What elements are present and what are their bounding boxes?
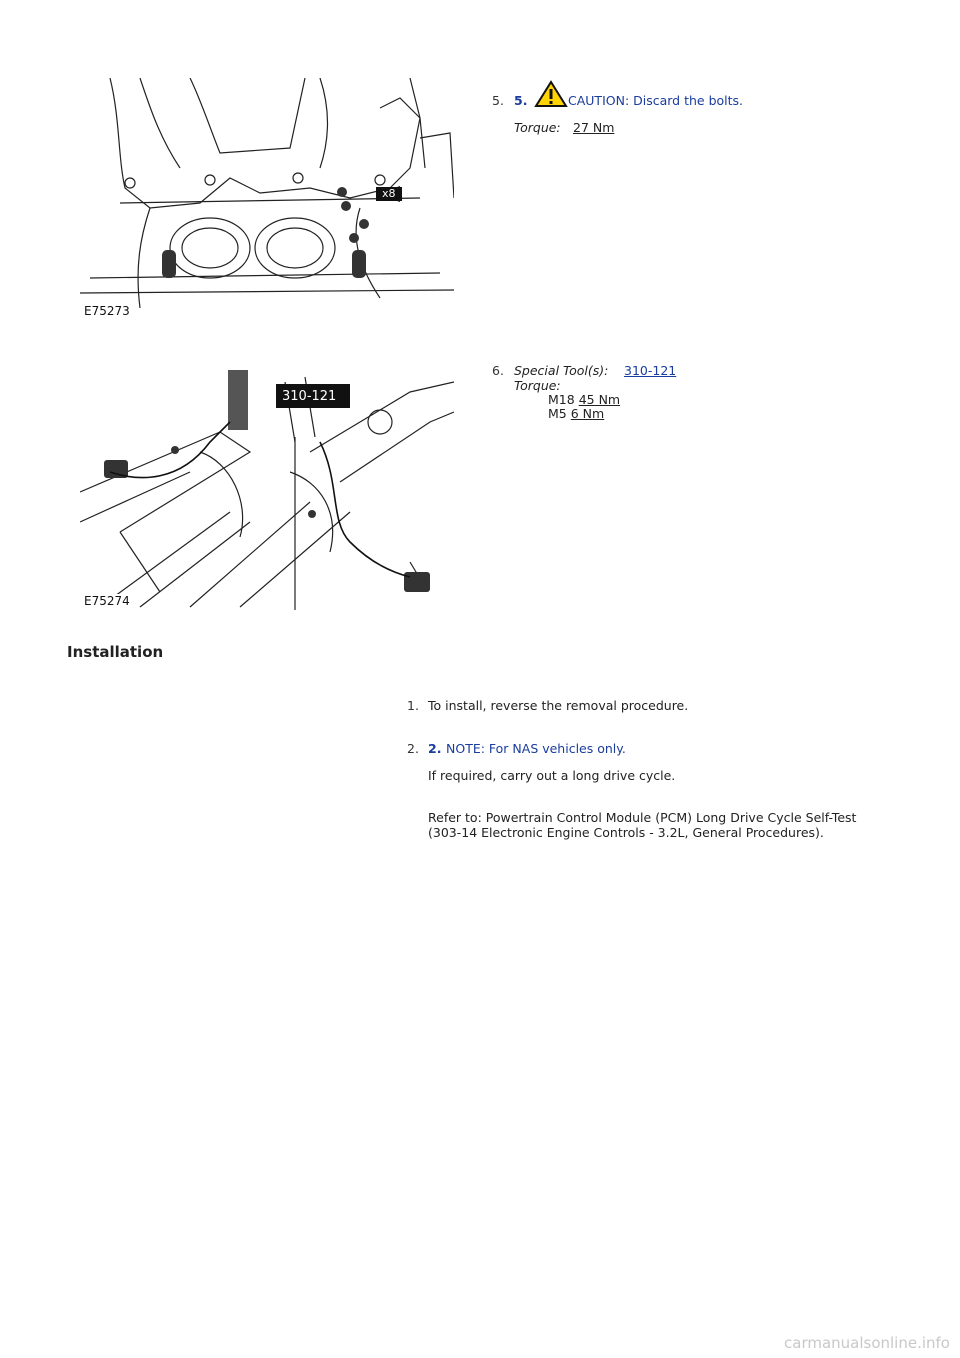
figure-callout-310-121: 310-121 <box>282 389 337 404</box>
caution-icon <box>534 80 568 111</box>
torque-row <box>548 406 604 421</box>
exhaust-manifold-illustration <box>80 78 454 320</box>
torque-row <box>548 392 620 407</box>
torque-value: 45 Nm <box>578 392 621 407</box>
figure-id-label: E75274 <box>84 594 130 608</box>
catalytic-converter-illustration <box>80 362 454 610</box>
torque-value: 6 Nm <box>570 406 605 421</box>
step5-caution-text: CAUTION: Discard the bolts. <box>568 93 744 108</box>
install-step1-text: To install, reverse the removal procedure. <box>428 698 689 713</box>
step6-special-tools-label: Special Tool(s): <box>514 363 609 378</box>
install-step2-refer-line1: Refer to: Powertrain Control Module (PCM) Long Drive Cycle Self-Test <box>428 810 857 825</box>
install-step2-note: NOTE: For NAS vehicles only. <box>446 741 626 756</box>
step6-number: 6. <box>492 363 504 378</box>
special-tool-link[interactable]: 310-121 <box>624 363 677 378</box>
step5-number: 5. <box>492 93 504 108</box>
install-step2-label: 2. <box>428 741 442 756</box>
install-step1-number: 1. <box>407 698 419 713</box>
torque-size: M18 <box>548 392 575 407</box>
step5-label: 5. <box>514 93 528 108</box>
install-step2-number: 2. <box>407 741 419 756</box>
install-step2-text: If required, carry out a long drive cycle. <box>428 768 676 783</box>
step5-torque-value: 27 Nm <box>573 120 615 135</box>
figure-e75273 <box>80 78 454 320</box>
torque-size: M5 <box>548 406 567 421</box>
watermark: carmanualsonline.info <box>784 1334 950 1352</box>
step5-torque-label: Torque: <box>514 120 561 135</box>
figure-e75274 <box>80 362 454 610</box>
figure-id-label: E75273 <box>84 304 130 318</box>
figure-callout-x8: x8 <box>382 187 396 200</box>
section-heading-installation: Installation <box>67 643 164 661</box>
install-step2-refer-line2: (303-14 Electronic Engine Controls - 3.2L, General Procedures). <box>428 825 824 840</box>
step6-torque-label: Torque: <box>514 378 561 393</box>
